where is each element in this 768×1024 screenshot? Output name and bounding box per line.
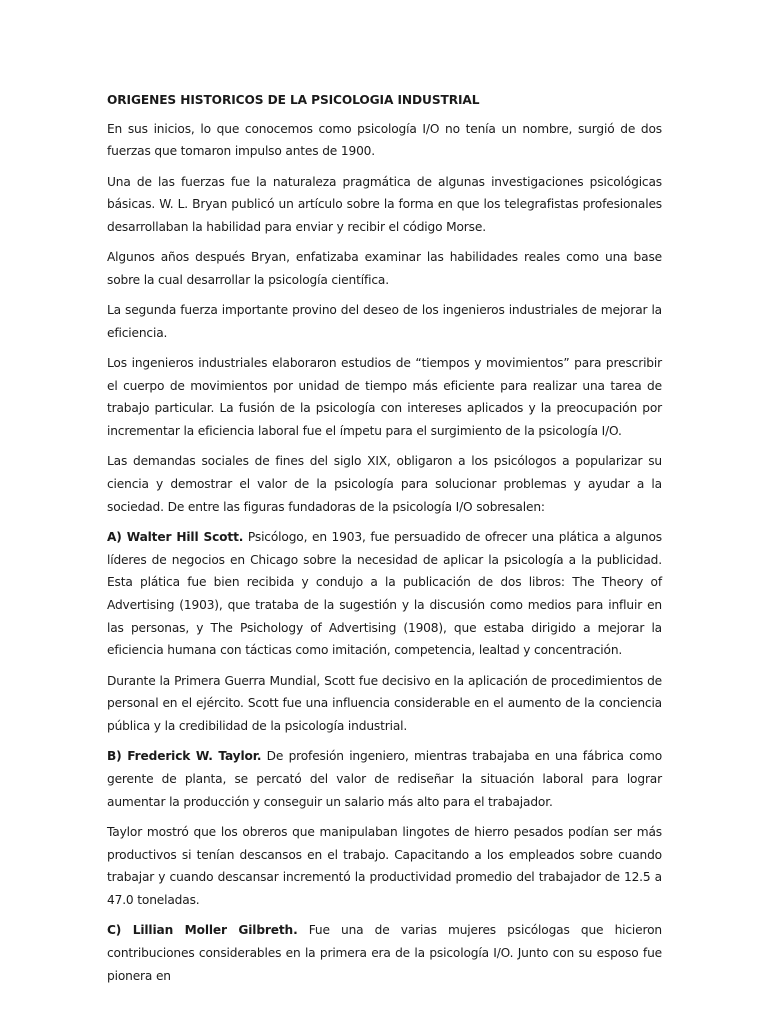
document-page [107,89,663,983]
taylor-text: De profesión ingeniero, mientras trabajaba en una fábrica como gerente de planta, se percató del valor de rediseñar la situación laboral para lograr aumentar la producción y conseguir un salario más alto para el trabajador. [107,749,663,809]
paragraph-origins: En sus inicios, lo que conocemos como psicología I/O no tenía un nombre, surgió de dos fuerzas que tomaron impulso antes de 1900. [107,121,662,159]
paragraph-scott [107,526,662,662]
scott-text: Psicólogo, en 1903, fue persuadido de ofrecer una plática a algunos líderes de negocios en Chicago sobre la necesidad de aplicar la psicología a la publicidad. Esta plática fue bien recibida y condujo a la publicación de dos libros: The Theory of Advertising (1903), que trataba de la sugestión y la discusión como medios para influir en las personas, y The Psichology of Advertising (1908), que estaba dirigido a mejorar la eficiencia humana con tácticas como imitación, competencia, lealtad y concentración. [107,529,663,658]
paragraph-gilbreth [107,919,662,983]
paragraph-scott-war: Durante la Primera Guerra Mundial, Scott fue decisivo en la aplicación de procedimientos de personal en el ejército. Scott fue una influencia considerable en el aumento de la conciencia pública y la credibilidad de la psicología industrial. [107,673,662,734]
taylor-heading: B) Frederick W. Taylor. [107,749,262,764]
paragraph-bryan-skills: Algunos años después Bryan, enfatizaba examinar las habilidades reales como una base sobre la cual desarrollar la psicología científica. [107,250,662,287]
document-title: ORIGENES HISTORICOS DE LA PSICOLOGIA INDUSTRIAL [107,93,480,107]
paragraph-second-force: La segunda fuerza importante provino del deseo de los ingenieros industriales de mejorar la eficiencia. [107,303,662,340]
gilbreth-heading: C) Lillian Moller Gilbreth. [107,923,298,938]
scott-heading: A) Walter Hill Scott. [107,529,244,544]
paragraph-taylor [107,745,662,813]
gilbreth-text: Fue una de varias mujeres psicólogas que hicieron contribuciones considerables en la primera era de la psicología I/O. Junto con su esposo fue pionera en [107,923,662,983]
paragraph-bryan-research: Una de las fuerzas fue la naturaleza pragmática de algunas investigaciones psicológicas básicas. W. L. Bryan publicó un artículo sobre la forma en que los telegrafistas profesionales desarrollaban la habilidad para enviar y recibir el código Morse. [107,174,662,235]
paragraph-time-motion: Los ingenieros industriales elaboraron estudios de “tiempos y movimientos” para prescribir el cuerpo de movimientos por unidad de tiempo más eficiente para realizar una tarea de trabajo particular. La fusión de la psicología con intereses aplicados y la preocupación por incrementar la eficiencia laboral fue el ímpetu para el surgimiento de la psicología I/O. [107,356,662,439]
paragraph-social-demands: Las demandas sociales de fines del siglo XIX, obligaron a los psicólogos a popularizar su ciencia y demostrar el valor de la psicología para solucionar problemas y ayudar a la sociedad. De entre las figuras fundadoras de la psicología I/O sobresalen: [107,454,662,514]
paragraph-taylor-results: Taylor mostró que los obreros que manipulaban lingotes de hierro pesados podían ser más productivos si tenían descansos en el trabajo. Capacitando a los empleados sobre cuando trabajar y cuando descansar incrementó la productividad promedio del trabajador de 12.5 a 47.0 toneladas. [107,824,662,907]
